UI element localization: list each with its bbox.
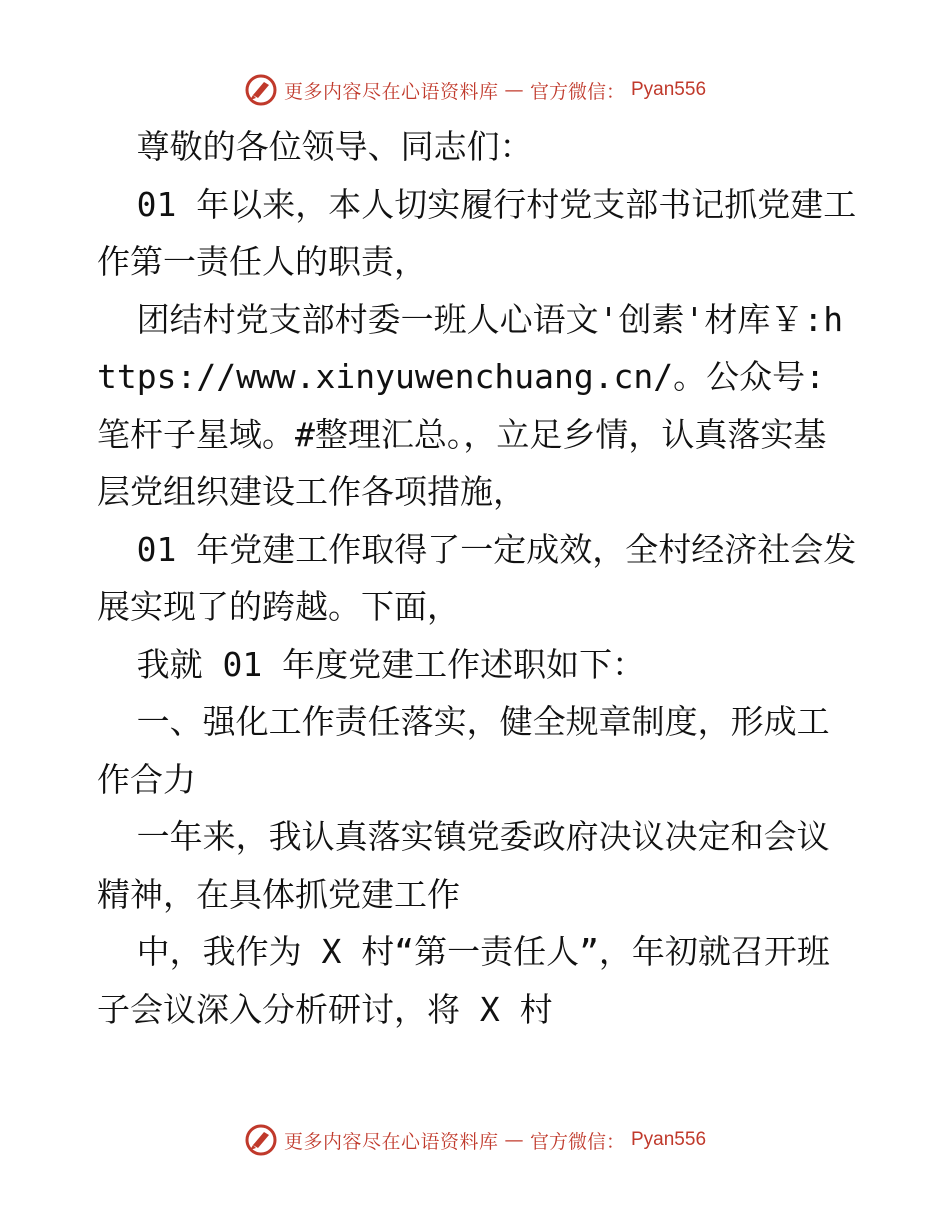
paragraph-1: 01 年以来，本人切实履行村党支部书记抓党建工作第一责任人的职责， — [97, 184, 857, 281]
logo-icon — [244, 1123, 278, 1157]
footer-watermark — [0, 1120, 950, 1160]
paragraph-2: 团结村党支部村委一班人心语文'创素'材库￥:https://www.xinyuwenchuang.cn/。公众号: 笔杆子星域。#整理汇总。，立足乡情，认真落实基层党组织建设工作各项措施， — [97, 299, 844, 511]
banner-wechat-label: 官方微信： — [529, 80, 625, 103]
banner-text: 更多内容尽在心语资料库 — [283, 80, 499, 103]
banner-dash: — — [504, 79, 524, 101]
paragraph-6: 中，我作为 X 村“第一责任人”，年初就召开班子会议深入分析研讨，将 X 村 — [97, 932, 830, 1029]
paragraph-4: 我就 01 年度党建工作述职如下： — [136, 644, 646, 684]
document-body — [97, 118, 857, 1038]
banner-wechat-id: Pyan556 — [631, 79, 707, 100]
banner-text: 更多内容尽在心语资料库 — [283, 1130, 499, 1153]
header-watermark — [0, 70, 950, 110]
banner-wechat-id: Pyan556 — [631, 1129, 707, 1150]
paragraph-3: 01 年党建工作取得了一定成效，全村经济社会发展实现了的跨越。下面， — [97, 529, 857, 626]
banner-dash: — — [504, 1129, 524, 1151]
logo-icon — [244, 73, 278, 107]
banner-wechat-label: 官方微信： — [529, 1130, 625, 1153]
paragraph-greeting: 尊敬的各位领导、同志们： — [136, 127, 533, 166]
paragraph-5: 一年来，我认真落实镇党委政府决议决定和会议精神，在具体抓党建工作 — [97, 817, 830, 914]
section-heading-1: 一、强化工作责任落实，健全规章制度，形成工作合力 — [97, 702, 830, 799]
